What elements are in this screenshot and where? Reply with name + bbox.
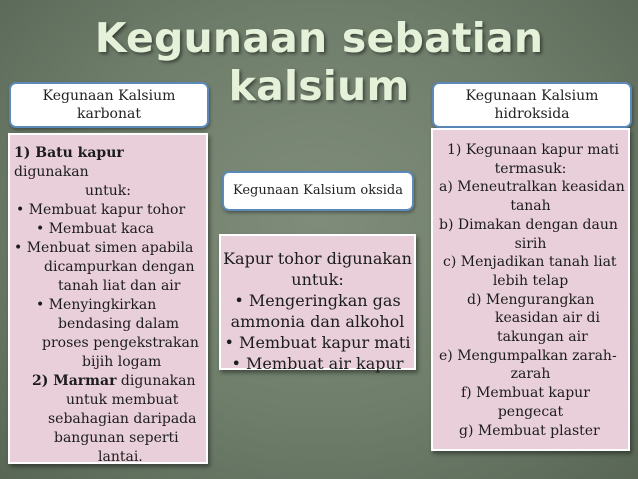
content-line: zarah — [510, 366, 551, 383]
list-item: lantai. — [98, 449, 143, 465]
list-item: untuk: — [85, 183, 131, 199]
content-line: b) Dimakan dengan daun — [439, 216, 618, 233]
slide-title: Kegunaan sebatian kalsium — [94, 14, 544, 110]
content-line: 1) Kegunaan kapur mati — [447, 142, 620, 158]
content-box-kalsium-oksida — [219, 234, 416, 373]
list-item: bendasing dalam — [58, 316, 180, 332]
list-item: • Membuat kaca — [36, 221, 155, 237]
content-line: untuk: — [291, 270, 344, 289]
content-line: f) Membuat kapur — [461, 385, 590, 402]
content-line: • Membuat air kapur — [231, 354, 404, 373]
content-box-kalsium-hidroksida — [431, 128, 630, 451]
list-item: untuk membuat — [66, 392, 179, 408]
content-line: a) Meneutralkan keasidan — [439, 179, 625, 196]
content-line: • Membuat kapur mati — [224, 333, 411, 352]
content-line: • Mengeringkan gas — [234, 291, 401, 310]
item-text: digunakan — [14, 164, 89, 180]
list-item: • Menyingkirkan — [36, 297, 157, 313]
content-line: pengecat — [497, 403, 564, 420]
content-line: c) Menjadikan tanah liat — [443, 254, 617, 271]
content-line: d) Mengurangkan — [467, 291, 595, 308]
list-item — [14, 372, 202, 391]
content-line: lebih telap — [492, 272, 569, 289]
header-kalsium-oksida — [222, 171, 414, 211]
item-bold-label: 2) Marmar — [32, 373, 117, 389]
list-item: bangunan seperti — [54, 430, 179, 446]
content-line: keasidan air di — [495, 310, 600, 327]
list-item: tanah liat dan air — [58, 278, 181, 294]
list-item: sebahagian daripada — [48, 411, 197, 427]
list-item: • Membuat kapur tohor — [16, 202, 186, 218]
content-line: ammonia dan alkohol — [230, 312, 405, 331]
list-item: • Menbuat simen apabila — [14, 240, 194, 256]
content-line: tanah — [510, 198, 551, 215]
header-kalsium-hidroksida — [432, 82, 632, 128]
list-item: proses pengekstrakan — [42, 335, 199, 351]
content-box-kalsium-karbonat — [8, 133, 208, 464]
header-line: Kegunaan Kalsium oksida — [232, 183, 403, 198]
header-line-1: Kegunaan Kalsium — [42, 88, 176, 104]
content-line: termasuk: — [494, 160, 567, 177]
header-line-1: Kegunaan Kalsium — [465, 88, 599, 104]
item-text: digunakan — [116, 373, 196, 389]
content-line: takungan air — [497, 329, 588, 346]
header-line-2: karbonat — [77, 106, 141, 122]
content-line: e) Mengumpalkan zarah- — [439, 347, 617, 364]
header-line-2: hidroksida — [494, 106, 570, 122]
item-bold-label: 1) Batu kapur — [14, 145, 124, 161]
list-item — [14, 144, 202, 182]
content-line: sirih — [514, 235, 547, 252]
header-kalsium-karbonat — [9, 82, 209, 128]
content-line: Kapur tohor digunakan — [223, 249, 412, 268]
list-item: dicampurkan dengan — [44, 259, 195, 275]
list-item: bijih logam — [82, 354, 162, 370]
content-line: g) Membuat plaster — [459, 422, 600, 439]
